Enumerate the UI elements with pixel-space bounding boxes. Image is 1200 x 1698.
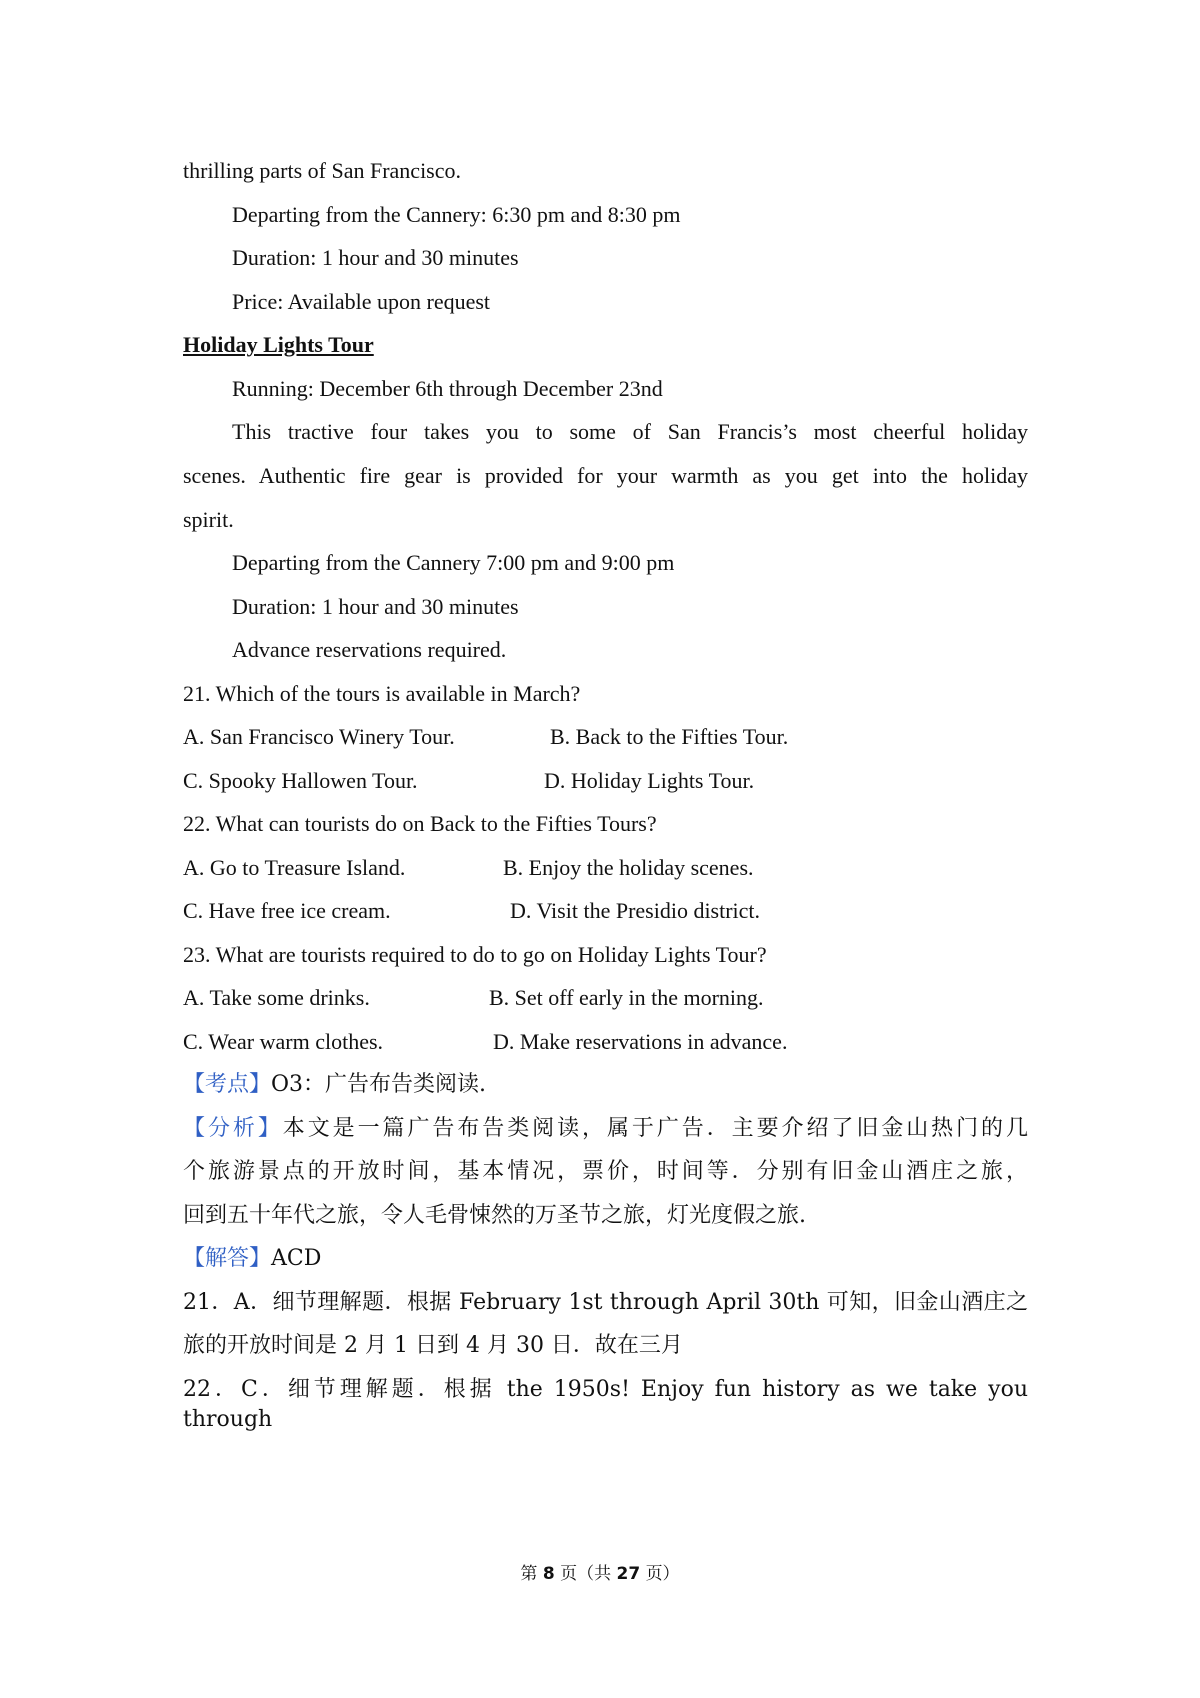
kaodian-text: O3：广告布告类阅读.: [271, 1072, 487, 1097]
holiday-description-line-1: This tractive four takes you to some of San Francis’s most cheerful holiday: [232, 419, 1028, 444]
answer-21-line-2: 旅的开放时间是 2 月 1 日到 4 月 30 日．故在三月: [183, 1333, 683, 1358]
question-23-option-b: B. Set off early in the morning.: [489, 985, 764, 1010]
footer-total-pages: 27: [616, 1564, 641, 1584]
holiday-tour-title: Holiday Lights Tour: [183, 332, 374, 357]
fenxi-line-2: 个旅游景点的开放时间，基本情况，票价，时间等．分别有旧金山酒庄之旅，: [183, 1159, 1028, 1184]
tour-description-tail: thrilling parts of San Francisco.: [183, 158, 462, 183]
fenxi-line-1: [183, 1114, 1028, 1144]
question-21-option-a: A. San Francisco Winery Tour.: [183, 724, 455, 749]
jieda-tag: 【解答】: [183, 1246, 272, 1271]
page-footer: [0, 1562, 1200, 1586]
question-23-option-c: C. Wear warm clothes.: [183, 1029, 384, 1054]
holiday-reservation: Advance reservations required.: [232, 637, 507, 662]
jieda-line: [183, 1244, 1028, 1274]
question-22-option-c: C. Have free ice cream.: [183, 898, 391, 923]
tour-price: Price: Available upon request: [232, 289, 491, 314]
holiday-running: Running: December 6th through December 23nd: [232, 376, 663, 401]
footer-page-number: 8: [542, 1564, 555, 1584]
question-21-option-d: D. Holiday Lights Tour.: [544, 768, 755, 793]
question-21-stem: 21. Which of the tours is available in March?: [183, 681, 581, 706]
jieda-text: ACD: [271, 1246, 322, 1271]
holiday-description-line-2: scenes. Authentic fire gear is provided for your warmth as you get into the holiday: [183, 463, 1028, 488]
footer-prefix: 第: [520, 1564, 538, 1584]
kaodian-line: [183, 1070, 1028, 1100]
answer-22-line-1: 22．C．细节理解题．根据 the 1950s! Enjoy fun history as we take you through: [183, 1377, 1028, 1432]
question-23-stem: 23. What are tourists required to do to go on Holiday Lights Tour?: [183, 942, 767, 967]
holiday-description-line-3: spirit.: [183, 507, 234, 532]
holiday-departing: Departing from the Cannery 7:00 pm and 9:00 pm: [232, 550, 675, 575]
fenxi-tag: 【分析】: [183, 1116, 283, 1141]
holiday-duration: Duration: 1 hour and 30 minutes: [232, 594, 519, 619]
kaodian-tag: 【考点】: [183, 1072, 272, 1097]
tour-duration: Duration: 1 hour and 30 minutes: [232, 245, 519, 270]
fenxi-text-1: 本文是一篇广告布告类阅读，属于广告．主要介绍了旧金山热门的几: [282, 1116, 1028, 1141]
question-22-option-b: B. Enjoy the holiday scenes.: [503, 855, 754, 880]
tour-departing: Departing from the Cannery: 6:30 pm and 8:30 pm: [232, 202, 681, 227]
question-22-option-a: A. Go to Treasure Island.: [183, 855, 406, 880]
fenxi-line-3: 回到五十年代之旅，令人毛骨悚然的万圣节之旅，灯光度假之旅.: [183, 1203, 806, 1228]
footer-middle: 页（共: [560, 1564, 612, 1584]
question-23-option-d: D. Make reservations in advance.: [493, 1029, 788, 1054]
question-22-option-d: D. Visit the Presidio district.: [510, 898, 761, 923]
footer-suffix: 页）: [645, 1564, 680, 1584]
question-22-stem: 22. What can tourists do on Back to the Fifties Tours?: [183, 811, 657, 836]
question-23-option-a: A. Take some drinks.: [183, 985, 370, 1010]
question-21-option-b: B. Back to the Fifties Tour.: [550, 724, 789, 749]
question-21-option-c: C. Spooky Hallowen Tour.: [183, 768, 418, 793]
answer-21-line-1: 21．A．细节理解题．根据 February 1st through April 30th 可知，旧金山酒庄之: [183, 1290, 1028, 1315]
